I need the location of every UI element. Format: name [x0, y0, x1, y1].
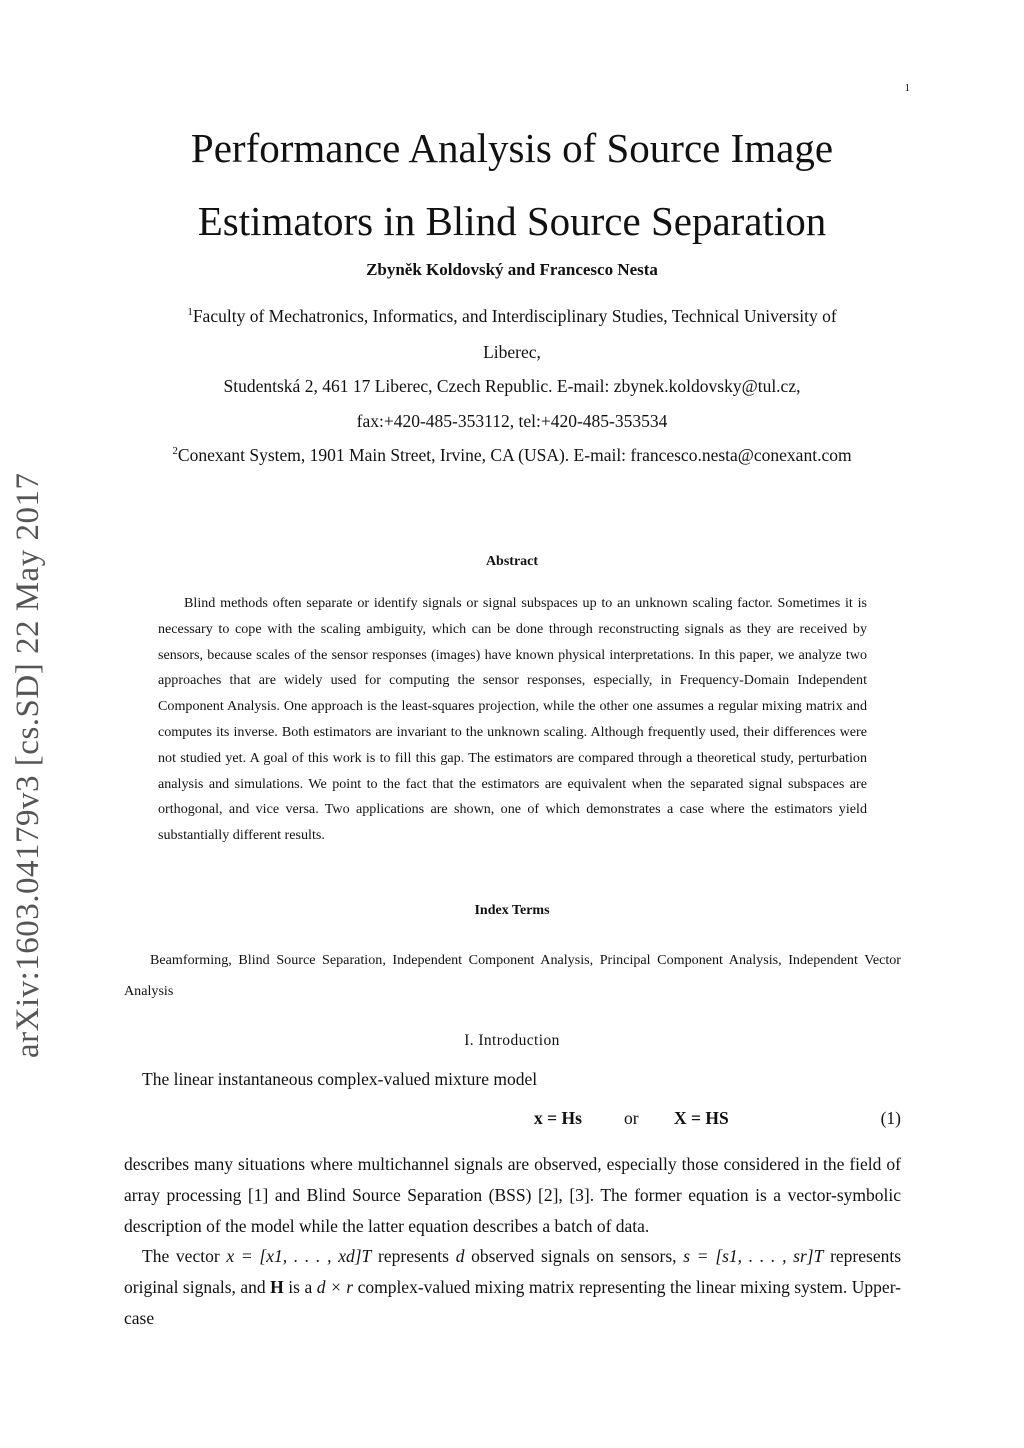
- index-terms-text: Beamforming, Blind Source Separation, Independent Component Analysis, Principal Component Analysis, Independent Vector Analysis: [124, 952, 901, 999]
- equation-or: or: [624, 1108, 639, 1128]
- intro-paragraph-3: The vector x = [x1, . . . , xd]T represents d observed signals on sensors, s = [s1, . . . , sr]T represents original signals, and H is a d × r complex-valued mixing matrix representing the linear mixing system. Upper-case: [124, 1246, 902, 1328]
- equation-right: X = HS: [674, 1108, 729, 1128]
- page-number: 1: [904, 82, 910, 94]
- affiliation-1-line-3: Studentská 2, 461 17 Liberec, Czech Republic. E-mail: zbynek.koldovsky@tul.cz,: [223, 376, 801, 396]
- dimension-d-by-r: d × r: [316, 1277, 354, 1297]
- symbol-d: d: [455, 1246, 465, 1266]
- authors: Zbyněk Koldovský and Francesco Nesta: [366, 260, 658, 279]
- equation-number: (1): [880, 1108, 901, 1128]
- title-line-2: Estimators in Blind Source Separation: [197, 198, 827, 244]
- intro-paragraph-1: The linear instantaneous complex-valued mixture model: [142, 1069, 538, 1089]
- symbol-H: H: [270, 1277, 284, 1297]
- title-line-1: Performance Analysis of Source Image: [190, 125, 834, 171]
- paper-title: [100, 112, 924, 258]
- intro-paragraph-2: describes many situations where multichannel signals are observed, especially those considered in the field of array processing [1] and Blind Source Separation (BSS) [2], [3]. The former equation is a vector-symbolic description of the model while the latter equation describes a batch of data.: [124, 1154, 901, 1236]
- affil-marker-2: 2: [172, 445, 178, 458]
- arxiv-sidebar-stamp: arXiv:1603.04179v3 [cs.SD] 22 May 2017: [10, 472, 46, 1058]
- equation-1: [124, 1108, 901, 1134]
- equation-left: x = Hs: [534, 1108, 582, 1128]
- affil-marker-1: 1: [187, 306, 193, 319]
- abstract-heading: Abstract: [485, 554, 539, 569]
- section-heading-introduction: I. Introduction: [464, 1032, 560, 1049]
- affiliation-1-line-2: Liberec,: [483, 342, 541, 362]
- index-terms-heading: Index Terms: [474, 903, 550, 918]
- affiliation-1-line-1: $^1$Faculty of Mechatronics, Informatics, and Interdisciplinary Studies, Technical University of: [187, 306, 837, 326]
- affiliation-2: $^2$Conexant System, 1901 Main Street, Irvine, CA (USA). E-mail: francesco.nesta@conexant.com: [172, 445, 852, 465]
- affiliation-1-line-4: fax:+420-485-353112, tel:+420-485-353534: [356, 411, 668, 431]
- vector-x-definition: x = [x1, . . . , xd]T: [226, 1246, 372, 1266]
- abstract-text: Blind methods often separate or identify signals or signal subspaces up to an unknown scaling factor. Sometimes it is necessary to cope with the scaling ambiguity, which can be done through reconstructing signals as they are received by sensors, because scales of the sensor responses (images) have known physical interpretations. In this paper, we analyze two approaches that are widely used for computing the sensor responses, especially, in Frequency-Domain Independent Component Analysis. One approach is the least-squares projection, while the other one assumes a regular mixing matrix and computes its inverse. Both estimators are invariant to the unknown scaling. Although frequently used, their differences were not studied yet. A goal of this work is to fill this gap. The estimators are compared through a theoretical study, perturbation analysis and simulations. We point to the fact that the estimators are equivalent when the separated signal subspaces are orthogonal, and vice versa. Two applications are shown, one of which demonstrates a case where the estimators yield substantially different results.: [158, 595, 867, 844]
- vector-s-definition: s = [s1, . . . , sr]T: [683, 1246, 824, 1266]
